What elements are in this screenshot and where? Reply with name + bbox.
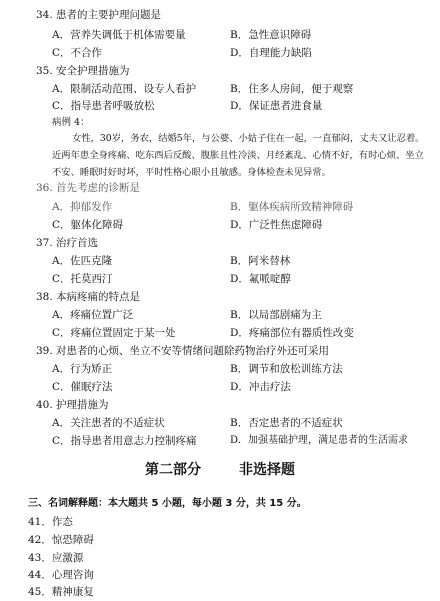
q35-option-d: D．保证患者进食量 [230,100,323,112]
case-description: 女性，30岁，务农，结婚5年，与公婆、小姑子住在一起，一直郁闷，丈夫又让忍着。近两年患全身疼痛、吃东西后反酸、腹胀且性冷淡、月经紊乱、心情不好，有时心烦、坐立不安、睡眠时好时坏，平时性格心眼小且敏感。身体检查未见异常。 [52,133,425,178]
q36-option-b: B．躯体疾病所致精神障碍 [230,201,354,213]
part-two-number: 第二部分 [145,462,201,478]
term-45: 45．精神康复 [28,586,94,598]
q34-option-c: C．不合作 [52,47,103,59]
question-37-stem: 37. 治疗首选 [36,237,99,249]
q36-option-d: D．广泛性焦虑障碍 [230,219,323,231]
question-38-stem: 38. 本病疼痛的特点是 [36,291,141,303]
q34-option-a: A．营养失调低于机体需要量 [52,29,186,41]
term-42: 42．惊恐障碍 [28,534,94,546]
part-two-type: 非选择题 [239,462,295,478]
section-heading: 三、名词解释题：本大题共 5 小题，每小题 3 分，共 15 分。 [28,498,307,509]
q40-option-c: C．指导患者用意志力控制疼痛 [52,435,197,447]
q37-option-a: A．佐匹克隆 [52,255,113,267]
q38-option-c: C．疼痛位置固定于某一处 [52,327,176,339]
q36-option-c: C．躯体化障碍 [52,219,124,231]
q38-option-d: D．疼痛部位有器质性改变 [230,327,354,339]
term-44: 44．心理咨询 [28,569,94,581]
q35-option-c: C．指导患者呼吸放松 [52,100,155,112]
part-two-heading [0,460,440,480]
question-40-stem: 40. 护理措施为 [36,399,109,411]
q39-option-d: D．冲击疗法 [230,381,291,393]
q37-option-c: C．托莫西汀 [52,273,113,285]
q34-option-d: D．自理能力缺陷 [230,47,312,59]
q37-option-d: D．氟哌啶醇 [230,273,291,285]
question-34-stem: 34. 患者的主要护理问题是 [36,9,162,21]
q39-option-a: A．行为矫正 [52,363,113,375]
q39-option-c: C．催眠疗法 [52,381,113,393]
question-35-stem: 35. 安全护理措施为 [36,65,130,77]
q40-option-a: A．关注患者的不适症状 [52,417,165,429]
q36-option-a: A．抑郁发作 [52,201,113,213]
q40-option-d: D．加强基础护理，满足患者的生活需求 [230,435,409,446]
q40-option-b: B．否定患者的不适症状 [230,417,343,429]
q38-option-b: B．以局部剧痛为主 [230,309,322,321]
term-41: 41．作态 [28,516,73,528]
question-36-stem: 36. 首先考虑的诊断是 [36,182,141,194]
case-title: 病例 4： [52,117,90,128]
q35-option-a: A．限制活动范围、设专人看护 [52,83,197,95]
q34-option-b: B．急性意识障碍 [230,29,312,41]
q35-option-b: B．住多人房间，便于观察 [230,83,354,95]
question-39-stem: 39. 对患者的心烦、坐立不安等情绪问题除药物治疗外还可采用 [36,345,330,357]
q39-option-b: B．调节和放松训练方法 [230,363,343,375]
term-43: 43．应激源 [28,552,84,564]
q38-option-a: A．疼痛位置广泛 [52,309,134,321]
q37-option-b: B．阿米替林 [230,255,291,267]
